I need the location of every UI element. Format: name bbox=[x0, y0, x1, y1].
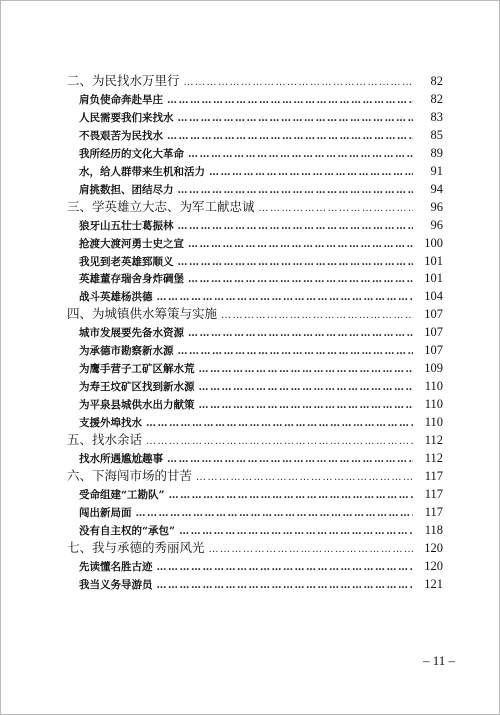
toc-entry[interactable] bbox=[67, 235, 443, 253]
toc-entry-page-number: 89 bbox=[430, 145, 443, 160]
dot-leader bbox=[184, 74, 413, 92]
toc-entry[interactable] bbox=[67, 576, 443, 594]
page-number: – 11 – bbox=[422, 653, 456, 668]
toc-entry[interactable] bbox=[67, 270, 443, 288]
toc-entry-title: 支援外埠找水 bbox=[79, 417, 142, 430]
toc-entry-page-number: 85 bbox=[430, 127, 443, 142]
toc-entry-title: 我见到老英雄郅顺义 bbox=[79, 255, 174, 268]
dot-leader bbox=[146, 415, 413, 433]
dot-leader bbox=[167, 451, 413, 469]
toc-entry-title: 七、我与承德的秀丽风光 bbox=[67, 540, 205, 555]
toc-entry[interactable] bbox=[67, 127, 443, 145]
toc-entry-page-number: 94 bbox=[430, 181, 443, 196]
toc-entry-title: 人民需要我们来找水 bbox=[79, 111, 174, 124]
table-of-contents bbox=[67, 73, 443, 594]
toc-entry-page-number: 82 bbox=[430, 91, 443, 106]
toc-entry-title: 闯出新局面 bbox=[79, 506, 132, 519]
toc-entry-title: 六、下海闯市场的甘苦 bbox=[67, 468, 193, 483]
dot-leader bbox=[136, 505, 414, 523]
toc-entry[interactable] bbox=[67, 414, 443, 432]
dot-leader bbox=[188, 146, 413, 164]
toc-entry-title: 没有自主权的“承包” bbox=[79, 524, 176, 537]
toc-entry-title: 城市发展要先备水资源 bbox=[79, 327, 184, 340]
toc-entry-page-number: 117 bbox=[424, 468, 443, 483]
toc-entry-title: 肩挑数担、团结尽力 bbox=[79, 183, 174, 196]
toc-section-entry[interactable] bbox=[67, 199, 443, 217]
toc-entry-page-number: 101 bbox=[424, 253, 443, 268]
toc-entry-page-number: 112 bbox=[424, 433, 443, 448]
toc-entry-page-number: 117 bbox=[424, 504, 443, 519]
toc-entry-page-number: 121 bbox=[424, 576, 443, 591]
dot-leader bbox=[209, 164, 413, 182]
toc-entry-title: 找水所遇尴尬趣事 bbox=[79, 453, 163, 466]
toc-section-entry[interactable] bbox=[67, 468, 443, 486]
toc-entry[interactable] bbox=[67, 288, 443, 306]
dot-leader bbox=[199, 361, 414, 379]
toc-entry[interactable] bbox=[67, 558, 443, 576]
toc-entry-title: 英雄董存瑞舍身炸碉堡 bbox=[79, 273, 184, 286]
dot-leader bbox=[188, 236, 413, 254]
toc-entry-page-number: 107 bbox=[424, 343, 443, 358]
dot-leader bbox=[178, 254, 414, 272]
toc-entry-title: 二、为民找水万里行 bbox=[67, 74, 180, 88]
toc-entry-page-number: 96 bbox=[430, 199, 443, 214]
toc-entry-page-number: 100 bbox=[424, 235, 443, 250]
toc-entry-title: 先读懂名胜古迹 bbox=[79, 560, 153, 573]
dot-leader bbox=[199, 397, 414, 415]
toc-entry-page-number: 107 bbox=[424, 307, 443, 322]
toc-entry-title: 四、为城镇供水筹策与实施 bbox=[67, 307, 218, 322]
dot-leader bbox=[167, 128, 413, 146]
toc-entry-title: 为鹰手营子工矿区解水荒 bbox=[79, 363, 195, 376]
toc-entry[interactable] bbox=[67, 360, 443, 378]
toc-section-entry[interactable] bbox=[67, 432, 443, 450]
dot-leader bbox=[157, 289, 414, 307]
dot-leader bbox=[221, 307, 413, 325]
toc-entry-title: 受命组建“工勘队” bbox=[79, 488, 165, 501]
dot-leader bbox=[209, 541, 413, 559]
toc-entry-title: 我所经历的文化大革命 bbox=[79, 147, 184, 160]
toc-entry-page-number: 120 bbox=[424, 540, 443, 555]
toc-entry-title: 不畏艰苦为民找水 bbox=[79, 129, 163, 142]
toc-entry[interactable] bbox=[67, 145, 443, 163]
toc-entry-page-number: 104 bbox=[424, 289, 443, 304]
toc-entry-page-number: 96 bbox=[430, 217, 443, 232]
toc-entry[interactable] bbox=[67, 163, 443, 181]
dot-leader bbox=[167, 92, 413, 110]
toc-entry-page-number: 109 bbox=[424, 361, 443, 376]
dot-leader bbox=[157, 559, 414, 577]
toc-entry[interactable] bbox=[67, 378, 443, 396]
toc-entry-page-number: 110 bbox=[424, 397, 443, 412]
toc-entry-title: 水，给人群带来生机和活力 bbox=[79, 165, 205, 178]
toc-section-entry[interactable] bbox=[67, 306, 443, 324]
toc-entry-title: 肩负使命奔赴旱庄 bbox=[79, 93, 163, 106]
toc-entry[interactable] bbox=[67, 324, 443, 342]
toc-entry-page-number: 120 bbox=[424, 558, 443, 573]
toc-entry-page-number: 117 bbox=[424, 486, 443, 501]
dot-leader bbox=[188, 271, 413, 289]
toc-entry-page-number: 107 bbox=[424, 325, 443, 340]
toc-entry-title: 狼牙山五壮士葛振林 bbox=[79, 219, 174, 232]
toc-entry-page-number: 118 bbox=[424, 522, 443, 537]
toc-entry[interactable] bbox=[67, 486, 443, 504]
toc-entry-title: 战斗英雄杨洪德 bbox=[79, 291, 153, 304]
toc-section-entry[interactable] bbox=[67, 540, 443, 558]
toc-entry-title: 为寿王坟矿区找到新水源 bbox=[79, 381, 195, 394]
toc-entry-title: 我当义务导游员 bbox=[79, 578, 153, 591]
dot-leader bbox=[179, 523, 413, 541]
toc-section-entry[interactable] bbox=[67, 73, 443, 91]
toc-entry[interactable] bbox=[67, 253, 443, 271]
toc-entry-page-number: 82 bbox=[430, 74, 443, 88]
dot-leader bbox=[199, 379, 414, 397]
toc-entry[interactable] bbox=[67, 181, 443, 199]
dot-leader bbox=[259, 200, 413, 218]
dot-leader bbox=[178, 110, 414, 128]
dot-leader bbox=[188, 325, 413, 343]
toc-entry-page-number: 83 bbox=[430, 109, 443, 124]
toc-entry[interactable] bbox=[67, 450, 443, 468]
dot-leader bbox=[196, 469, 413, 487]
toc-entry[interactable] bbox=[67, 522, 443, 540]
toc-entry-page-number: 112 bbox=[424, 451, 443, 466]
toc-entry-title: 为平泉县城供水出力献策 bbox=[79, 399, 195, 412]
toc-entry-title: 为承德市勘察新水源 bbox=[79, 345, 174, 358]
toc-entry-title: 五、找水余话 bbox=[67, 433, 143, 448]
toc-entry-page-number: 110 bbox=[424, 415, 443, 430]
dot-leader bbox=[146, 433, 413, 451]
toc-entry[interactable] bbox=[67, 109, 443, 127]
toc-entry[interactable] bbox=[67, 91, 443, 109]
dot-leader bbox=[178, 218, 414, 236]
toc-entry[interactable] bbox=[67, 217, 443, 235]
toc-entry-title: 三、学英雄立大志、为军工献忠诚 bbox=[67, 199, 255, 214]
toc-entry[interactable] bbox=[67, 342, 443, 360]
dot-leader bbox=[178, 343, 414, 361]
toc-entry[interactable] bbox=[67, 504, 443, 522]
dot-leader bbox=[178, 182, 414, 200]
dot-leader bbox=[169, 487, 413, 505]
toc-entry-page-number: 91 bbox=[430, 163, 443, 178]
toc-entry-title: 抢渡大渡河勇士史之宣 bbox=[79, 237, 184, 250]
toc-entry[interactable] bbox=[67, 396, 443, 414]
toc-entry-page-number: 101 bbox=[424, 271, 443, 286]
toc-entry-page-number: 110 bbox=[424, 379, 443, 394]
dot-leader bbox=[157, 577, 414, 595]
